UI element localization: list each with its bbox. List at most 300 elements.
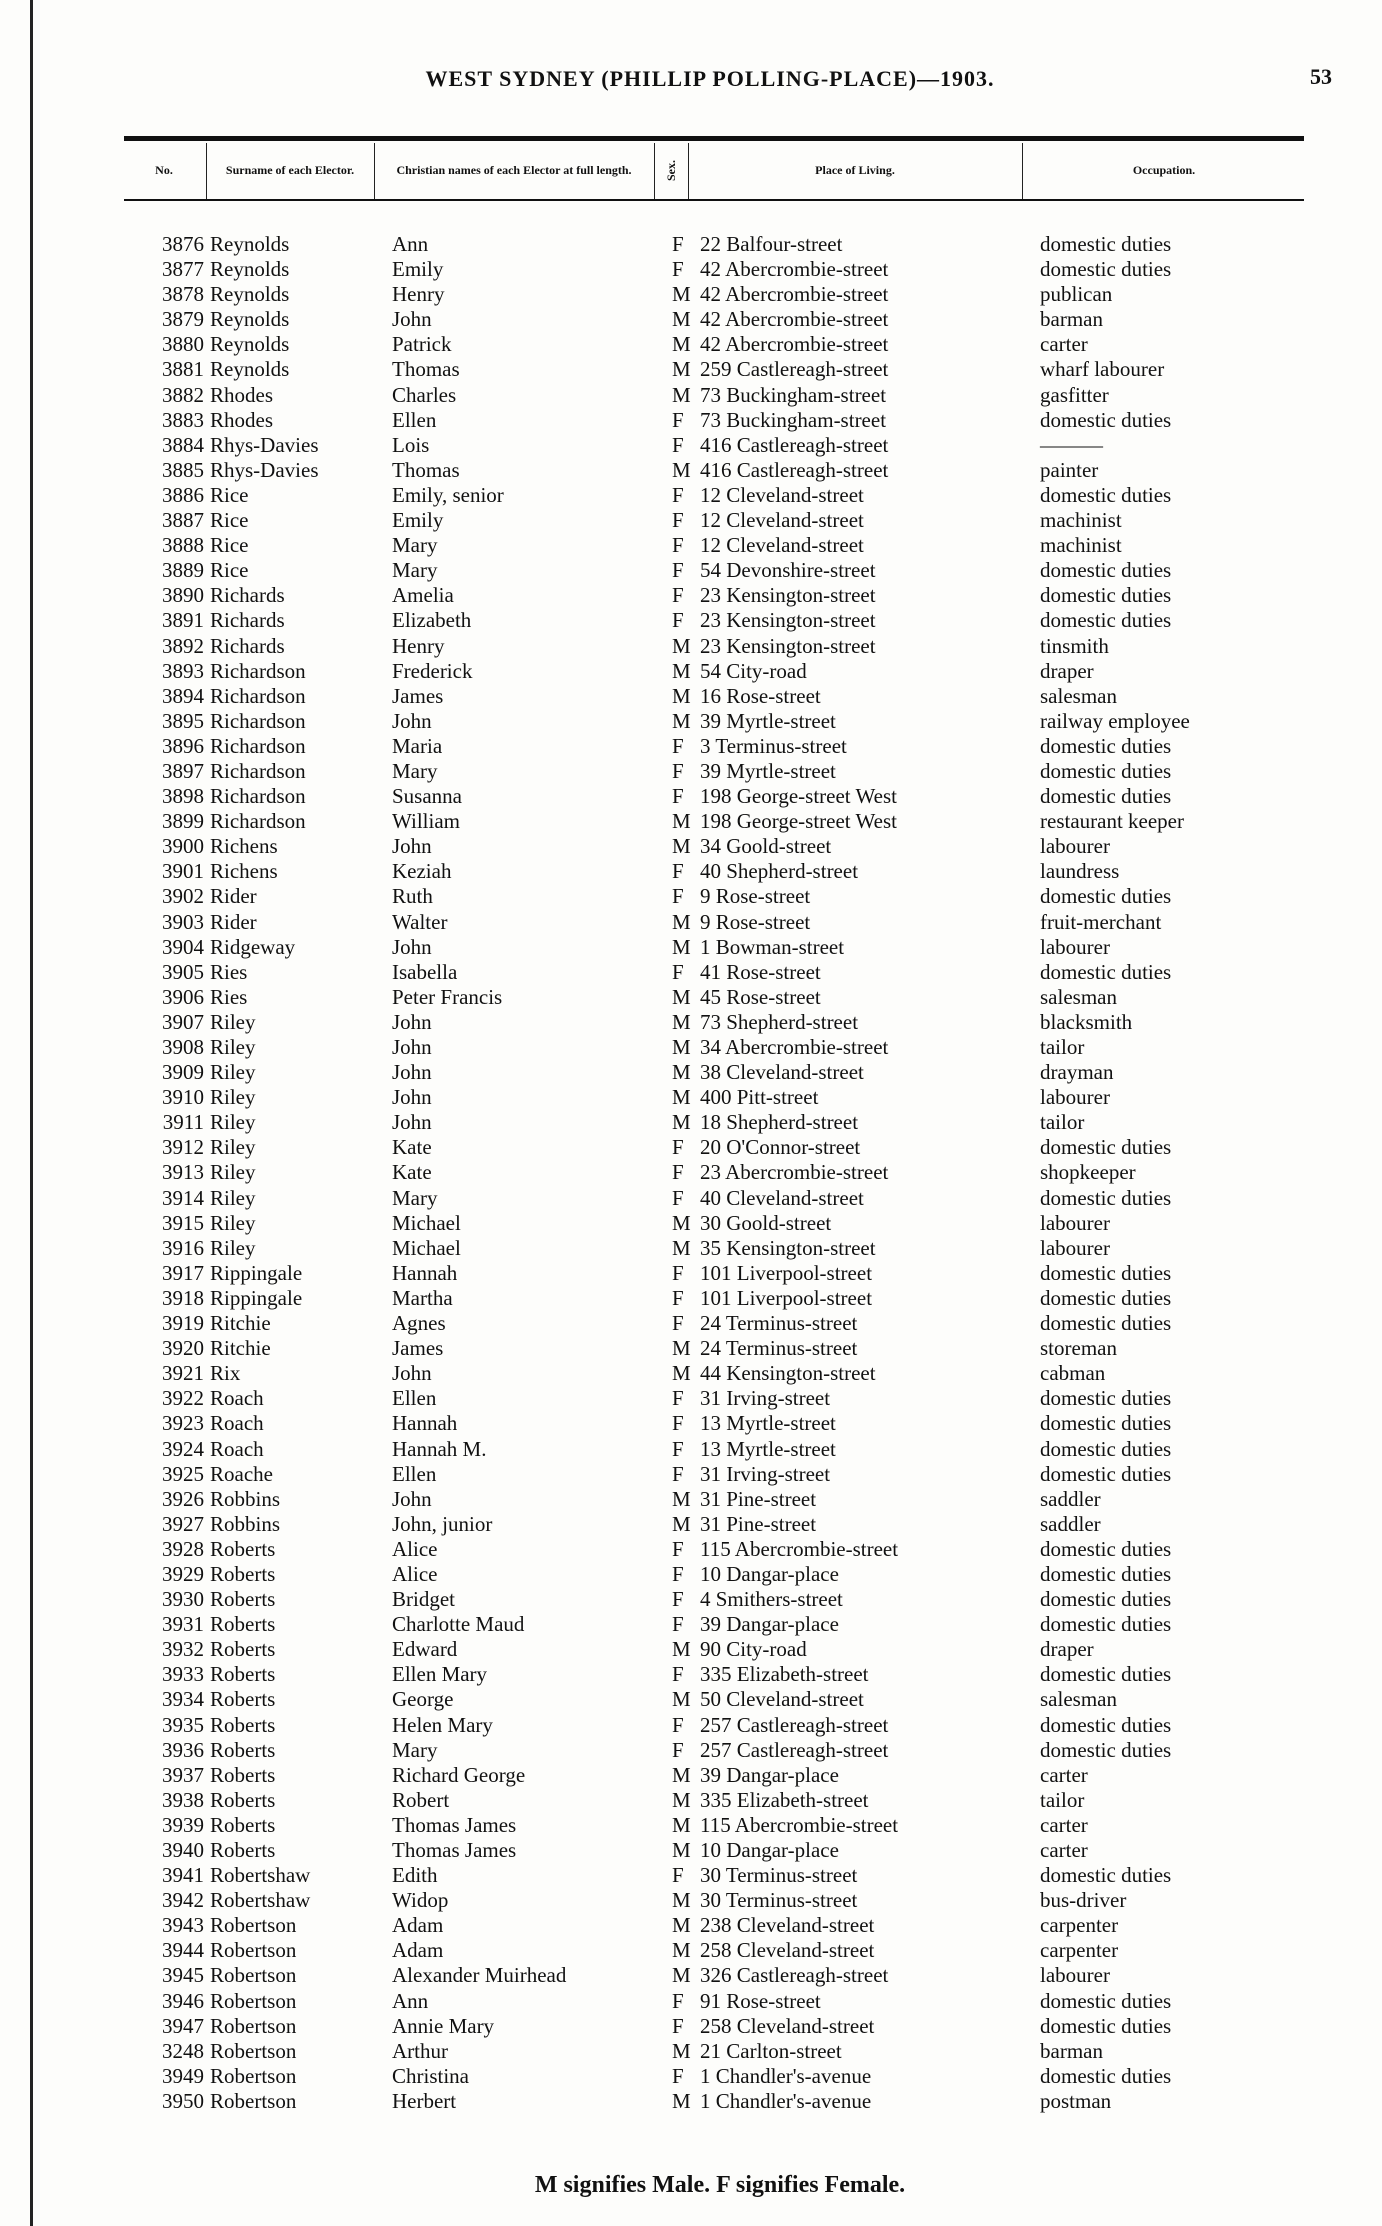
elector-christian-names: Charles <box>392 382 457 407</box>
elector-surname: Rice <box>210 482 249 507</box>
elector-occupation: draper <box>1040 1637 1094 1662</box>
table-row <box>0 408 1382 433</box>
elector-place-of-living: 42 Abercrombie-street <box>700 307 889 332</box>
elector-place-of-living: 335 Elizabeth-street <box>700 1787 869 1812</box>
elector-surname: Rhodes <box>210 407 273 432</box>
elector-christian-names: Kate <box>392 1135 432 1160</box>
elector-sex: F <box>672 758 684 783</box>
elector-christian-names: Mary <box>392 1737 438 1762</box>
elector-place-of-living: 257 Castlereagh-street <box>700 1712 889 1737</box>
elector-occupation: bus-driver <box>1040 1888 1127 1913</box>
elector-sex: M <box>672 2038 691 2063</box>
elector-christian-names: Alice <box>392 1561 438 1586</box>
col-divider <box>654 143 655 199</box>
elector-christian-names: Frederick <box>392 658 473 683</box>
header-rule-top <box>124 136 1304 141</box>
elector-surname: Rippingale <box>210 1260 303 1285</box>
table-row <box>0 1487 1382 1512</box>
elector-surname: Roache <box>210 1461 273 1486</box>
elector-place-of-living: 31 Pine-street <box>700 1486 817 1511</box>
elector-place-of-living: 115 Abercrombie-street <box>700 1536 899 1561</box>
table-row <box>0 1236 1382 1261</box>
elector-number: 3943 <box>162 1913 204 1938</box>
elector-place-of-living: 23 Kensington-street <box>700 583 876 608</box>
table-row <box>0 960 1382 985</box>
elector-number: 3924 <box>162 1436 204 1461</box>
elector-surname: Ries <box>210 984 248 1009</box>
table-row <box>0 659 1382 684</box>
elector-place-of-living: 23 Kensington-street <box>700 633 876 658</box>
elector-number: 3891 <box>162 608 204 633</box>
elector-occupation: wharf labourer <box>1040 357 1165 382</box>
elector-christian-names: Mary <box>392 558 438 583</box>
table-row <box>0 1361 1382 1386</box>
table-row <box>0 1336 1382 1361</box>
elector-place-of-living: 416 Castlereagh-street <box>700 457 889 482</box>
table-row <box>0 784 1382 809</box>
elector-surname: Robertson <box>210 2088 297 2113</box>
elector-christian-names: William <box>392 809 460 834</box>
elector-place-of-living: 44 Kensington-street <box>700 1361 876 1386</box>
col-header-occupation: Occupation. <box>1132 162 1196 177</box>
elector-number: 3914 <box>162 1185 204 1210</box>
elector-occupation: drayman <box>1040 1060 1114 1085</box>
table-row <box>0 1713 1382 1738</box>
elector-sex: M <box>672 1687 691 1712</box>
elector-christian-names: Ellen <box>392 1461 437 1486</box>
table-row <box>0 1085 1382 1110</box>
elector-sex: F <box>672 558 684 583</box>
elector-christian-names: Maria <box>392 733 443 758</box>
elector-surname: Reynolds <box>210 332 290 357</box>
elector-occupation: draper <box>1040 658 1094 683</box>
elector-christian-names: Walter <box>392 909 448 934</box>
elector-place-of-living: 39 Dangar-place <box>700 1612 839 1637</box>
elector-christian-names: Henry <box>392 633 445 658</box>
elector-surname: Reynolds <box>210 357 290 382</box>
elector-occupation: domestic duties <box>1040 1662 1172 1687</box>
elector-surname: Roach <box>210 1386 264 1411</box>
elector-sex: F <box>672 1561 684 1586</box>
elector-christian-names: Hannah M. <box>392 1436 487 1461</box>
elector-number: 3909 <box>162 1060 204 1085</box>
table-row <box>0 1888 1382 1913</box>
elector-christian-names: Martha <box>392 1285 453 1310</box>
elector-place-of-living: 73 Buckingham-street <box>700 382 887 407</box>
table-row <box>0 558 1382 583</box>
elector-place-of-living: 257 Castlereagh-street <box>700 1737 889 1762</box>
elector-number: 3939 <box>162 1812 204 1837</box>
elector-sex: F <box>672 407 684 432</box>
elector-christian-names: Annie Mary <box>392 2013 495 2038</box>
table-row <box>0 1838 1382 1863</box>
table-row <box>0 910 1382 935</box>
elector-sex: F <box>672 2013 684 2038</box>
elector-surname: Rhys-Davies <box>210 432 319 457</box>
elector-place-of-living: 198 George-street West <box>700 784 897 809</box>
elector-sex: F <box>672 1135 684 1160</box>
elector-occupation: domestic duties <box>1040 1988 1172 2013</box>
elector-number: 3913 <box>162 1160 204 1185</box>
elector-sex: M <box>672 1110 691 1135</box>
elector-surname: Riley <box>210 1135 256 1160</box>
elector-place-of-living: 35 Kensington-street <box>700 1235 876 1260</box>
elector-place-of-living: 10 Dangar-place <box>700 1561 839 1586</box>
elector-number: 3934 <box>162 1687 204 1712</box>
elector-occupation: domestic duties <box>1040 1135 1172 1160</box>
table-row <box>0 357 1382 382</box>
elector-occupation: domestic duties <box>1040 1712 1172 1737</box>
elector-surname: Riley <box>210 1185 256 1210</box>
elector-sex: M <box>672 1486 691 1511</box>
col-header-sex <box>656 143 686 197</box>
elector-surname: Rice <box>210 508 249 533</box>
elector-occupation: domestic duties <box>1040 758 1172 783</box>
table-row <box>0 483 1382 508</box>
elector-christian-names: James <box>392 683 444 708</box>
elector-occupation: domestic duties <box>1040 784 1172 809</box>
elector-place-of-living: 9 Rose-street <box>700 909 811 934</box>
elector-occupation: domestic duties <box>1040 1260 1172 1285</box>
elector-number: 3897 <box>162 758 204 783</box>
table-row <box>0 332 1382 357</box>
elector-occupation: domestic duties <box>1040 2063 1172 2088</box>
table-row <box>0 1687 1382 1712</box>
elector-sex: F <box>672 784 684 809</box>
elector-number: 3896 <box>162 733 204 758</box>
table-row <box>0 884 1382 909</box>
elector-number: 3895 <box>162 708 204 733</box>
elector-christian-names: Herbert <box>392 2088 457 2113</box>
elector-place-of-living: 41 Rose-street <box>700 959 821 984</box>
elector-place-of-living: 13 Myrtle-street <box>700 1411 836 1436</box>
table-row <box>0 734 1382 759</box>
elector-occupation: domestic duties <box>1040 1436 1172 1461</box>
elector-occupation: painter <box>1040 457 1099 482</box>
page-title: WEST SYDNEY (PHILLIP POLLING-PLACE)—1903. <box>425 66 995 91</box>
table-row <box>0 1060 1382 1085</box>
elector-sex: F <box>672 2063 684 2088</box>
elector-occupation: domestic duties <box>1040 1587 1172 1612</box>
col-header-sex-label: Sex. <box>663 159 678 181</box>
table-row <box>0 1035 1382 1060</box>
table-row <box>0 1763 1382 1788</box>
table-row <box>0 257 1382 282</box>
elector-number: 3888 <box>162 533 204 558</box>
elector-place-of-living: 18 Shepherd-street <box>700 1110 859 1135</box>
elector-christian-names: Emily <box>392 257 444 282</box>
elector-number: 3899 <box>162 809 204 834</box>
elector-occupation: labourer <box>1040 934 1110 959</box>
elector-number: 3887 <box>162 508 204 533</box>
elector-place-of-living: 326 Castlereagh-street <box>700 1963 889 1988</box>
elector-number: 3940 <box>162 1838 204 1862</box>
table-row <box>0 834 1382 859</box>
elector-surname: Roberts <box>210 1587 276 1612</box>
elector-surname: Richardson <box>210 658 306 683</box>
elector-number: 3908 <box>162 1035 204 1059</box>
page-number: 53 <box>1310 64 1332 89</box>
elector-number: 3878 <box>162 282 204 307</box>
elector-christian-names: Ann <box>392 232 429 256</box>
col-divider <box>688 143 689 199</box>
col-header-place-of-living: Place of Living. <box>815 162 895 177</box>
elector-occupation: labourer <box>1040 1235 1110 1260</box>
elector-number: 3882 <box>162 382 204 407</box>
elector-sex: F <box>672 884 684 909</box>
elector-occupation: carpenter <box>1040 1938 1119 1963</box>
elector-sex: F <box>672 1185 684 1210</box>
sex-legend-footer: M signifies Male. F signifies Female. <box>534 2172 906 2198</box>
elector-place-of-living: 24 Terminus-street <box>700 1336 858 1361</box>
table-row <box>0 1587 1382 1612</box>
elector-christian-names: Thomas James <box>392 1838 517 1862</box>
elector-place-of-living: 42 Abercrombie-street <box>700 282 889 307</box>
elector-place-of-living: 31 Irving-street <box>700 1386 831 1411</box>
elector-occupation: gasfitter <box>1040 382 1109 407</box>
header-rule-bottom <box>124 199 1304 201</box>
elector-number: 3921 <box>162 1361 204 1386</box>
elector-surname: Roach <box>210 1411 264 1436</box>
elector-number: 3932 <box>162 1637 204 1662</box>
elector-place-of-living: 259 Castlereagh-street <box>700 357 889 382</box>
elector-sex: F <box>672 508 684 533</box>
elector-place-of-living: 4 Smithers-street <box>700 1587 843 1612</box>
elector-number: 3929 <box>162 1561 204 1586</box>
elector-christian-names: John <box>392 1009 432 1034</box>
elector-number: 3248 <box>162 2038 204 2063</box>
table-row <box>0 759 1382 784</box>
col-header-surname: Surname of each Elector. <box>225 162 355 177</box>
elector-number: 3901 <box>162 859 204 884</box>
elector-number: 3902 <box>162 884 204 909</box>
elector-sex: M <box>672 382 691 407</box>
elector-place-of-living: 400 Pitt-street <box>700 1085 819 1110</box>
elector-sex: M <box>672 809 691 834</box>
elector-place-of-living: 23 Kensington-street <box>700 608 876 633</box>
elector-sex: M <box>672 984 691 1009</box>
elector-surname: Rider <box>210 909 257 934</box>
table-row <box>0 608 1382 633</box>
elector-occupation: blacksmith <box>1040 1009 1133 1034</box>
elector-sex: M <box>672 1235 691 1260</box>
elector-number: 3893 <box>162 658 204 683</box>
elector-number: 3903 <box>162 909 204 934</box>
elector-christian-names: Susanna <box>392 784 462 809</box>
elector-place-of-living: 335 Elizabeth-street <box>700 1662 869 1687</box>
elector-sex: M <box>672 1336 691 1361</box>
elector-place-of-living: 30 Terminus-street <box>700 1863 858 1888</box>
elector-number: 3947 <box>162 2013 204 2038</box>
table-row <box>0 1311 1382 1336</box>
elector-surname: Richardson <box>210 809 306 834</box>
elector-surname: Ridgeway <box>210 934 296 959</box>
elector-occupation: domestic duties <box>1040 482 1172 507</box>
elector-number: 3941 <box>162 1863 204 1888</box>
elector-place-of-living: 54 City-road <box>700 658 807 683</box>
elector-occupation: machinist <box>1040 533 1122 558</box>
elector-place-of-living: 1 Bowman-street <box>700 934 845 959</box>
elector-christian-names: Edward <box>392 1637 458 1662</box>
table-row <box>0 809 1382 834</box>
elector-occupation: ——— <box>1040 432 1103 457</box>
elector-place-of-living: 42 Abercrombie-street <box>700 332 889 357</box>
elector-christian-names: Widop <box>392 1888 449 1913</box>
table-row <box>0 1261 1382 1286</box>
elector-sex: F <box>672 482 684 507</box>
table-row <box>0 533 1382 558</box>
elector-number: 3922 <box>162 1386 204 1411</box>
elector-occupation: barman <box>1040 307 1103 332</box>
elector-christian-names: Mary <box>392 1185 438 1210</box>
elector-surname: Robertson <box>210 1913 297 1938</box>
elector-occupation: cabman <box>1040 1361 1106 1386</box>
elector-occupation: machinist <box>1040 508 1122 533</box>
elector-occupation: domestic duties <box>1040 1185 1172 1210</box>
col-header-christian-names: Christian names of each Elector at full length. <box>396 162 632 177</box>
table-row <box>0 1010 1382 1035</box>
table-row <box>0 684 1382 709</box>
elector-number: 3877 <box>162 257 204 282</box>
elector-sex: F <box>672 608 684 633</box>
table-row <box>0 383 1382 408</box>
elector-place-of-living: 10 Dangar-place <box>700 1838 839 1862</box>
table-row <box>0 458 1382 483</box>
elector-christian-names: Ann <box>392 1988 429 2013</box>
elector-sex: M <box>672 357 691 382</box>
elector-sex: F <box>672 1662 684 1687</box>
elector-christian-names: Hannah <box>392 1411 458 1436</box>
elector-occupation: postman <box>1040 2088 1112 2113</box>
elector-number: 3910 <box>162 1085 204 1110</box>
elector-christian-names: Amelia <box>392 583 454 608</box>
elector-christian-names: George <box>392 1687 454 1712</box>
elector-christian-names: James <box>392 1336 444 1361</box>
elector-place-of-living: 12 Cleveland-street <box>700 508 864 533</box>
elector-number: 3949 <box>162 2063 204 2088</box>
elector-christian-names: Alice <box>392 1536 438 1561</box>
elector-surname: Roberts <box>210 1838 276 1862</box>
elector-number: 3946 <box>162 1988 204 2013</box>
elector-occupation: domestic duties <box>1040 1461 1172 1486</box>
table-row <box>0 1813 1382 1838</box>
elector-number: 3918 <box>162 1285 204 1310</box>
table-row <box>0 1512 1382 1537</box>
elector-surname: Riley <box>210 1060 256 1085</box>
elector-number: 3912 <box>162 1135 204 1160</box>
elector-occupation: domestic duties <box>1040 1411 1172 1436</box>
table-row <box>0 1462 1382 1487</box>
table-row <box>0 935 1382 960</box>
elector-place-of-living: 73 Shepherd-street <box>700 1009 859 1034</box>
elector-surname: Roberts <box>210 1662 276 1687</box>
elector-surname: Roberts <box>210 1762 276 1787</box>
elector-place-of-living: 39 Myrtle-street <box>700 708 836 733</box>
elector-number: 3881 <box>162 357 204 382</box>
elector-occupation: domestic duties <box>1040 407 1172 432</box>
table-row <box>0 1186 1382 1211</box>
elector-surname: Roach <box>210 1436 264 1461</box>
col-header-no: No. <box>155 162 173 177</box>
elector-christian-names: Edith <box>392 1863 438 1888</box>
elector-surname: Robertson <box>210 2038 297 2063</box>
elector-number: 3938 <box>162 1787 204 1812</box>
elector-christian-names: John <box>392 1486 432 1511</box>
elector-occupation: domestic duties <box>1040 1863 1172 1888</box>
elector-surname: Richardson <box>210 708 306 733</box>
elector-number: 3883 <box>162 407 204 432</box>
elector-christian-names: Patrick <box>392 332 452 357</box>
elector-place-of-living: 31 Pine-street <box>700 1511 817 1536</box>
elector-sex: F <box>672 1988 684 2013</box>
table-row <box>0 2039 1382 2064</box>
elector-sex: F <box>672 1160 684 1185</box>
elector-number: 3919 <box>162 1311 204 1336</box>
elector-sex: M <box>672 1035 691 1059</box>
table-row <box>0 1863 1382 1888</box>
elector-christian-names: John <box>392 1060 432 1085</box>
elector-sex: M <box>672 1838 691 1862</box>
elector-number: 3889 <box>162 558 204 583</box>
elector-occupation: carter <box>1040 332 1088 357</box>
elector-surname: Riley <box>210 1009 256 1034</box>
table-row <box>0 709 1382 734</box>
elector-surname: Ritchie <box>210 1311 271 1336</box>
elector-surname: Riley <box>210 1035 256 1059</box>
elector-occupation: domestic duties <box>1040 1386 1172 1411</box>
elector-number: 3886 <box>162 482 204 507</box>
elector-occupation: salesman <box>1040 984 1117 1009</box>
elector-occupation: tinsmith <box>1040 633 1109 658</box>
elector-surname: Roberts <box>210 1787 276 1812</box>
elector-christian-names: Elizabeth <box>392 608 472 633</box>
elector-christian-names: Michael <box>392 1210 461 1235</box>
elector-surname: Reynolds <box>210 282 290 307</box>
elector-surname: Robertson <box>210 2013 297 2038</box>
elector-place-of-living: 31 Irving-street <box>700 1461 831 1486</box>
elector-christian-names: Michael <box>392 1235 461 1260</box>
elector-place-of-living: 30 Terminus-street <box>700 1888 858 1913</box>
table-row <box>0 1637 1382 1662</box>
elector-sex: M <box>672 2088 691 2113</box>
elector-occupation: tailor <box>1040 1035 1085 1059</box>
elector-sex: M <box>672 1060 691 1085</box>
elector-number: 3890 <box>162 583 204 608</box>
elector-occupation: domestic duties <box>1040 257 1172 282</box>
elector-surname: Robertshaw <box>210 1888 311 1913</box>
elector-number: 3935 <box>162 1712 204 1737</box>
elector-sex: M <box>672 1361 691 1386</box>
elector-sex: M <box>672 1511 691 1536</box>
elector-place-of-living: 115 Abercrombie-street <box>700 1812 899 1837</box>
elector-number: 3876 <box>162 232 204 256</box>
elector-christian-names: John <box>392 708 432 733</box>
elector-occupation: domestic duties <box>1040 1536 1172 1561</box>
elector-sex: F <box>672 1536 684 1561</box>
elector-number: 3900 <box>162 834 204 859</box>
elector-number: 3931 <box>162 1612 204 1637</box>
table-row <box>0 1211 1382 1236</box>
elector-place-of-living: 42 Abercrombie-street <box>700 257 889 282</box>
elector-occupation: fruit-merchant <box>1040 909 1162 934</box>
elector-sex: M <box>672 282 691 307</box>
elector-place-of-living: 34 Goold-street <box>700 834 832 859</box>
elector-christian-names: John <box>392 307 432 332</box>
elector-sex: F <box>672 733 684 758</box>
elector-christian-names: Bridget <box>392 1587 455 1612</box>
elector-sex: M <box>672 1888 691 1913</box>
elector-surname: Richardson <box>210 784 306 809</box>
